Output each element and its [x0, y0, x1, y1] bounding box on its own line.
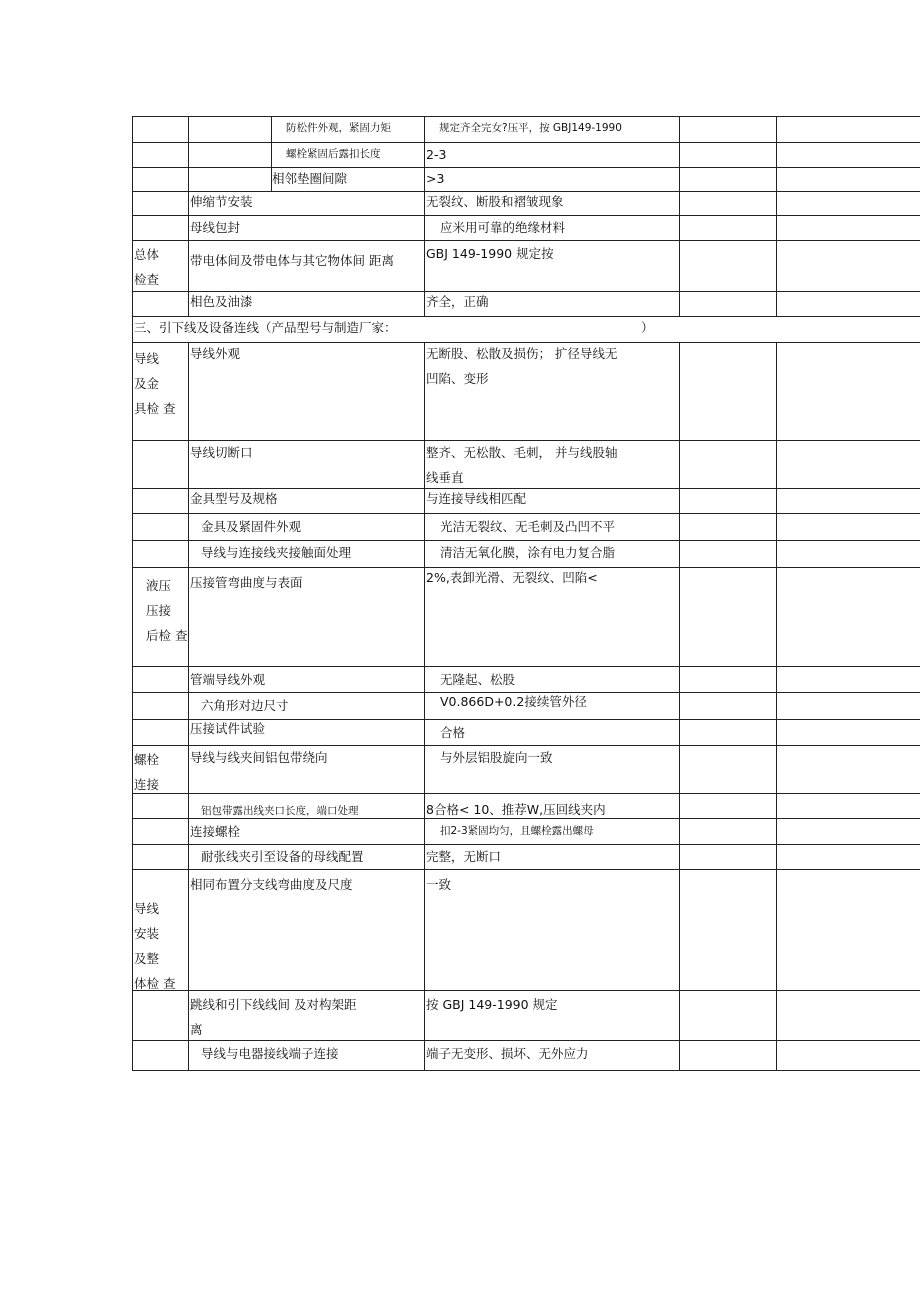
- table-rule: [776, 116, 777, 316]
- table-cell-g2r1c4: 2%,表卸光滑、无裂纹、凹陷<: [426, 570, 598, 585]
- table-cell-g4r1c4: 一致: [426, 877, 452, 892]
- table-cell-g3r4c2: 耐张线夹引至设备的母线配置: [201, 849, 364, 864]
- table-rule: [424, 342, 425, 1070]
- table-cell-g2r4c4: 合格: [440, 725, 466, 740]
- table-cell-r3c3: 相邻垫圈间隙: [272, 171, 348, 186]
- table-cell-g3r1c4: 与外层铝股旋向一致: [440, 750, 553, 765]
- table-cell-g3r1c2: 导线与线夹间铝包带绕向: [190, 750, 328, 765]
- table-cell-r3c4: >3: [426, 171, 445, 186]
- table-rule: [679, 342, 680, 1070]
- table-cell-g3r3c4: 扣2-3紧固均匀，且螺栓露出螺母: [440, 825, 594, 837]
- table-cell-g2r2c4: 无隆起、松股: [440, 672, 516, 687]
- table-rule: [188, 116, 189, 316]
- table-cell-r7c4: 齐全，正确: [426, 294, 489, 309]
- table-cell-g1c1: 导线 及金 具检 查: [134, 351, 176, 416]
- table-cell-r5c2: 母线包封: [190, 220, 241, 235]
- table-cell-g2r3c2: 六角形对边尺寸: [201, 698, 289, 713]
- table-cell-g4r2c2: 跳线和引下线线间 及对构架距 离: [190, 997, 357, 1037]
- table-cell-g1r2c4: 整齐、无松散、毛刺， 并与线股轴 线垂直: [426, 445, 618, 485]
- table-cell-sec3_close: ）: [641, 320, 654, 335]
- table-rule: [424, 116, 425, 316]
- table-cell-g1r5c2: 导线与连接线夹接触面处理: [201, 545, 352, 560]
- table-cell-g3r2c4: 8合格< 10、推荐W,压回线夹内: [426, 802, 606, 817]
- table-rule: [132, 142, 920, 143]
- table-cell-r7c2: 相色及油漆: [190, 294, 253, 309]
- table-cell-r6c4: GBJ 149-1990 规定按: [426, 246, 554, 261]
- table-rule: [132, 990, 920, 991]
- table-cell-r1c4: 规定齐全完女?压平，按 GBJ149-1990: [439, 122, 622, 134]
- table-cell-g1r5c4: 清洁无氧化膜，涂有电力复合脂: [440, 545, 616, 560]
- table-cell-g4r2c4: 按 GBJ 149-1990 规定: [426, 997, 558, 1012]
- table-cell-g2r1c2: 压接管弯曲度与表面: [190, 575, 303, 590]
- table-cell-g2r2c2: 管端导线外观: [190, 672, 266, 687]
- table-cell-g3r2c2: 铝包带露出线夹口长度，端口处理: [201, 805, 359, 817]
- table-cell-r4c4: 无裂纹、断股和褶皱现象: [426, 194, 564, 209]
- table-cell-g1r2c2: 导线切断口: [190, 445, 253, 460]
- table-cell-r6c1: 总体 检查: [134, 247, 160, 287]
- table-cell-g1r4c4: 光洁无裂纹、无毛刺及凸凹不平: [440, 519, 616, 534]
- table-rule: [132, 116, 133, 1070]
- table-cell-g1r3c2: 金具型号及规格: [190, 491, 278, 506]
- table-cell-r1c3: 防松件外观，紧固力矩: [286, 122, 391, 134]
- table-rule: [679, 116, 680, 316]
- table-cell-r5c4: 应米用可靠的绝缘材料: [440, 220, 566, 235]
- table-cell-g3c1: 螺栓 连接: [134, 752, 160, 792]
- table-rule: [132, 869, 920, 870]
- table-cell-g4r1c2: 相同布置分支线弯曲度及尺度: [190, 877, 353, 892]
- table-rule: [188, 342, 189, 1070]
- table-cell-g4c1: 导线 安装 及整 体检 查: [134, 901, 176, 991]
- table-cell-r6c2: 带电体间及带电体与其它物体间 距离: [190, 253, 394, 268]
- table-rule: [132, 793, 920, 794]
- table-cell-r2c3: 螺栓紧固后露扣长度: [286, 148, 381, 160]
- table-cell-g2r3c4: V0.866D+0.2接续管外径: [440, 694, 587, 709]
- table-rule: [776, 342, 777, 1070]
- table-cell-g2r4c2: 压接试件试验: [190, 721, 266, 736]
- table-cell-g1r1c4: 无断股、松散及损伤； 扩径导线无 凹陷、变形: [426, 346, 618, 386]
- table-cell-g1r1c2: 导线外观: [190, 346, 241, 361]
- table-cell-r4c2: 伸缩节安装: [190, 194, 253, 209]
- table-cell-g3r4c4: 完整，无断口: [426, 849, 502, 864]
- table-cell-g2c1: 液压 压接 后检 查: [146, 578, 188, 643]
- table-cell-g3r3c2: 连接螺栓: [190, 824, 241, 839]
- table-cell-g1r3c4: 与连接导线相匹配: [426, 491, 527, 506]
- table-cell-sec3_title: 三、引下线及设备连线（产品型号与制造厂家：: [134, 320, 397, 335]
- table-rule: [132, 1070, 920, 1071]
- table-cell-g1r4c2: 金具及紧固件外观: [201, 519, 302, 534]
- table-rule: [132, 167, 920, 168]
- table-cell-g4r3c4: 端子无变形、损坏、无外应力: [426, 1046, 589, 1061]
- table-cell-g4r3c2: 导线与电器接线端子连接: [201, 1046, 339, 1061]
- table-cell-r2c4: 2-3: [426, 147, 447, 162]
